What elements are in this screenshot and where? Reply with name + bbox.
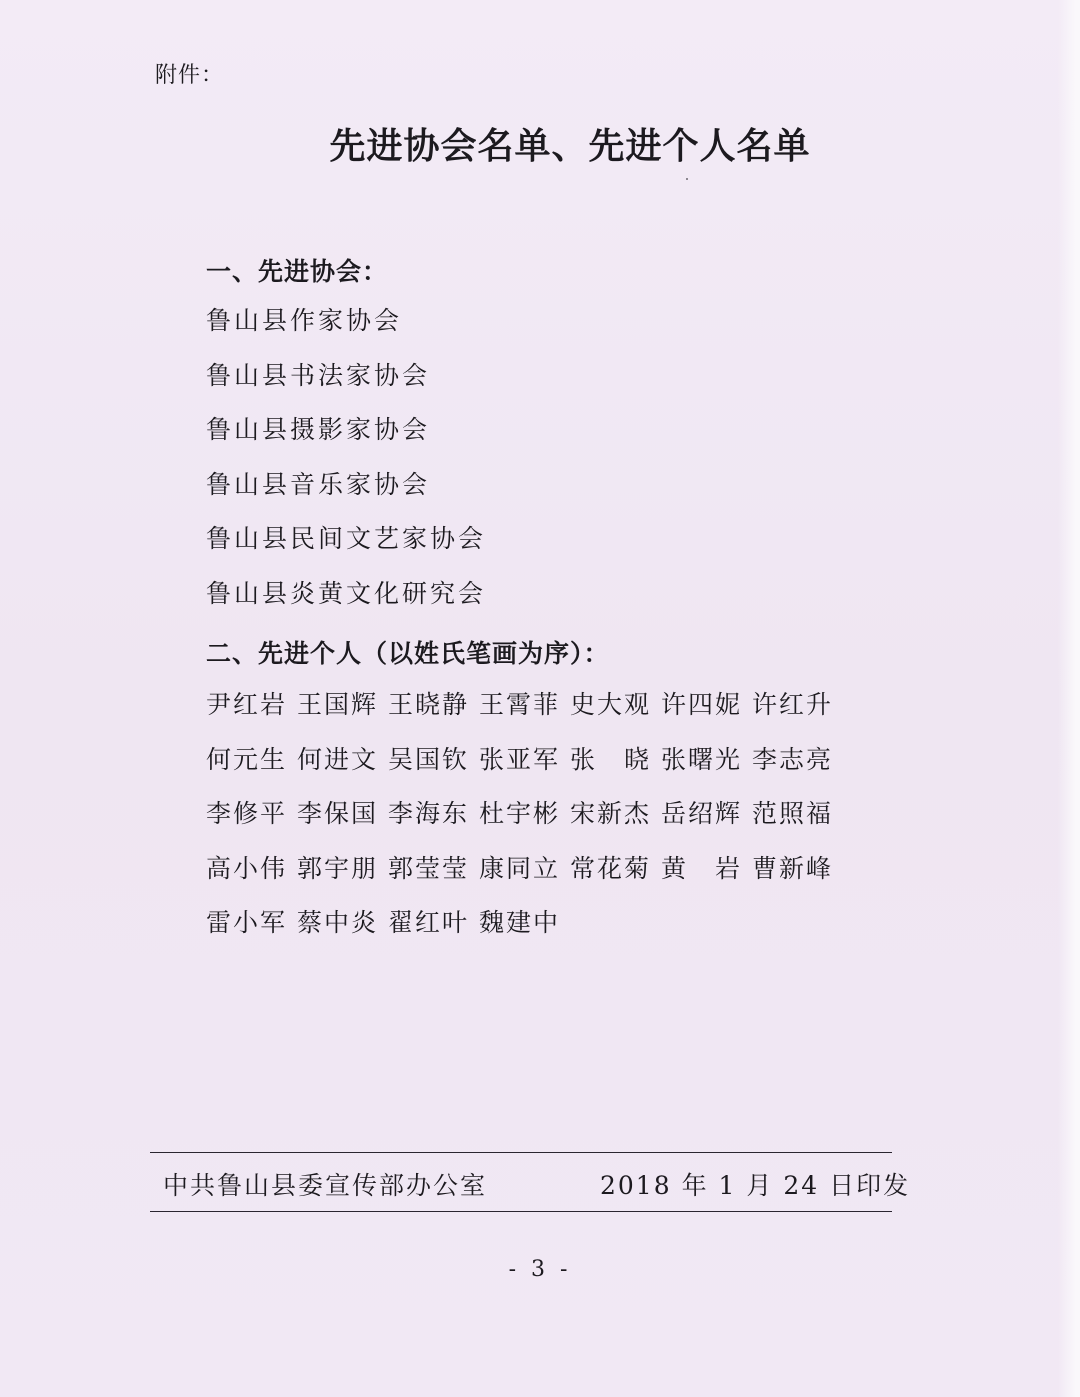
person-name: 王国辉 — [297, 690, 379, 719]
person-name: 何元生 — [206, 744, 288, 774]
person-name: 王晓静 — [388, 690, 470, 719]
person-name: 魏建中 — [479, 908, 561, 937]
association-item: 鲁山县炎黄文化研究会 — [206, 578, 487, 608]
section-heading-individuals: 二、先进个人（以姓氏笔画为序）： — [206, 639, 610, 668]
document-title: 先进协会名单、先进个人名单 — [329, 126, 811, 167]
individual-list — [206, 688, 843, 961]
association-item: 鲁山县书法家协会 — [206, 360, 431, 390]
person-name: 何进文 — [297, 744, 379, 774]
person-name: 许红升 — [752, 690, 834, 719]
association-list — [206, 304, 486, 632]
person-name: 曹新峰 — [752, 853, 834, 883]
footer-bottom-rule — [150, 1211, 892, 1212]
person-name: 李海东 — [388, 799, 470, 828]
person-name: 黄 岩 — [661, 853, 743, 883]
person-name: 翟红叶 — [388, 908, 470, 937]
person-name: 李修平 — [206, 799, 288, 828]
person-name: 吴国钦 — [388, 744, 470, 774]
person-name: 康同立 — [479, 853, 561, 883]
person-name: 李保国 — [297, 799, 379, 828]
name-row — [206, 797, 843, 852]
page-edge — [1058, 0, 1080, 1397]
association-item: 鲁山县摄影家协会 — [206, 415, 431, 445]
attachment-label: 附件： — [155, 63, 225, 88]
person-name: 常花菊 — [570, 853, 652, 883]
person-name: 尹红岩 — [206, 690, 288, 719]
person-name: 蔡中炎 — [297, 908, 379, 937]
person-name: 雷小军 — [206, 908, 288, 937]
person-name: 范照福 — [752, 799, 834, 828]
scan-speck — [686, 178, 688, 180]
person-name: 杜宇彬 — [479, 799, 561, 828]
name-row — [206, 852, 843, 907]
person-name: 王霄菲 — [479, 690, 561, 719]
person-name: 史大观 — [570, 690, 652, 719]
person-name: 许四妮 — [661, 690, 743, 719]
person-name: 张曙光 — [661, 744, 743, 774]
issuer-name: 中共鲁山县委宣传部办公室 — [163, 1171, 488, 1200]
person-name: 李志亮 — [752, 744, 834, 774]
name-row — [206, 906, 843, 961]
person-name: 张亚军 — [479, 744, 561, 774]
page-number: - 3 - — [508, 1257, 572, 1282]
section-heading-associations: 一、先进协会： — [206, 257, 389, 286]
name-row — [206, 743, 843, 798]
issue-date: 2018 年 1 月 24 日印发 — [600, 1171, 911, 1200]
person-name: 郭宇朋 — [297, 853, 379, 883]
person-name: 张 晓 — [570, 744, 652, 774]
person-name: 宋新杰 — [570, 799, 652, 828]
person-name: 岳绍辉 — [661, 799, 743, 828]
footer-top-rule — [150, 1152, 892, 1153]
person-name: 高小伟 — [206, 853, 288, 883]
person-name: 郭莹莹 — [388, 853, 470, 883]
association-item: 鲁山县民间文艺家协会 — [206, 524, 487, 554]
association-item: 鲁山县音乐家协会 — [206, 469, 431, 499]
association-item: 鲁山县作家协会 — [206, 306, 403, 335]
name-row — [206, 688, 843, 743]
